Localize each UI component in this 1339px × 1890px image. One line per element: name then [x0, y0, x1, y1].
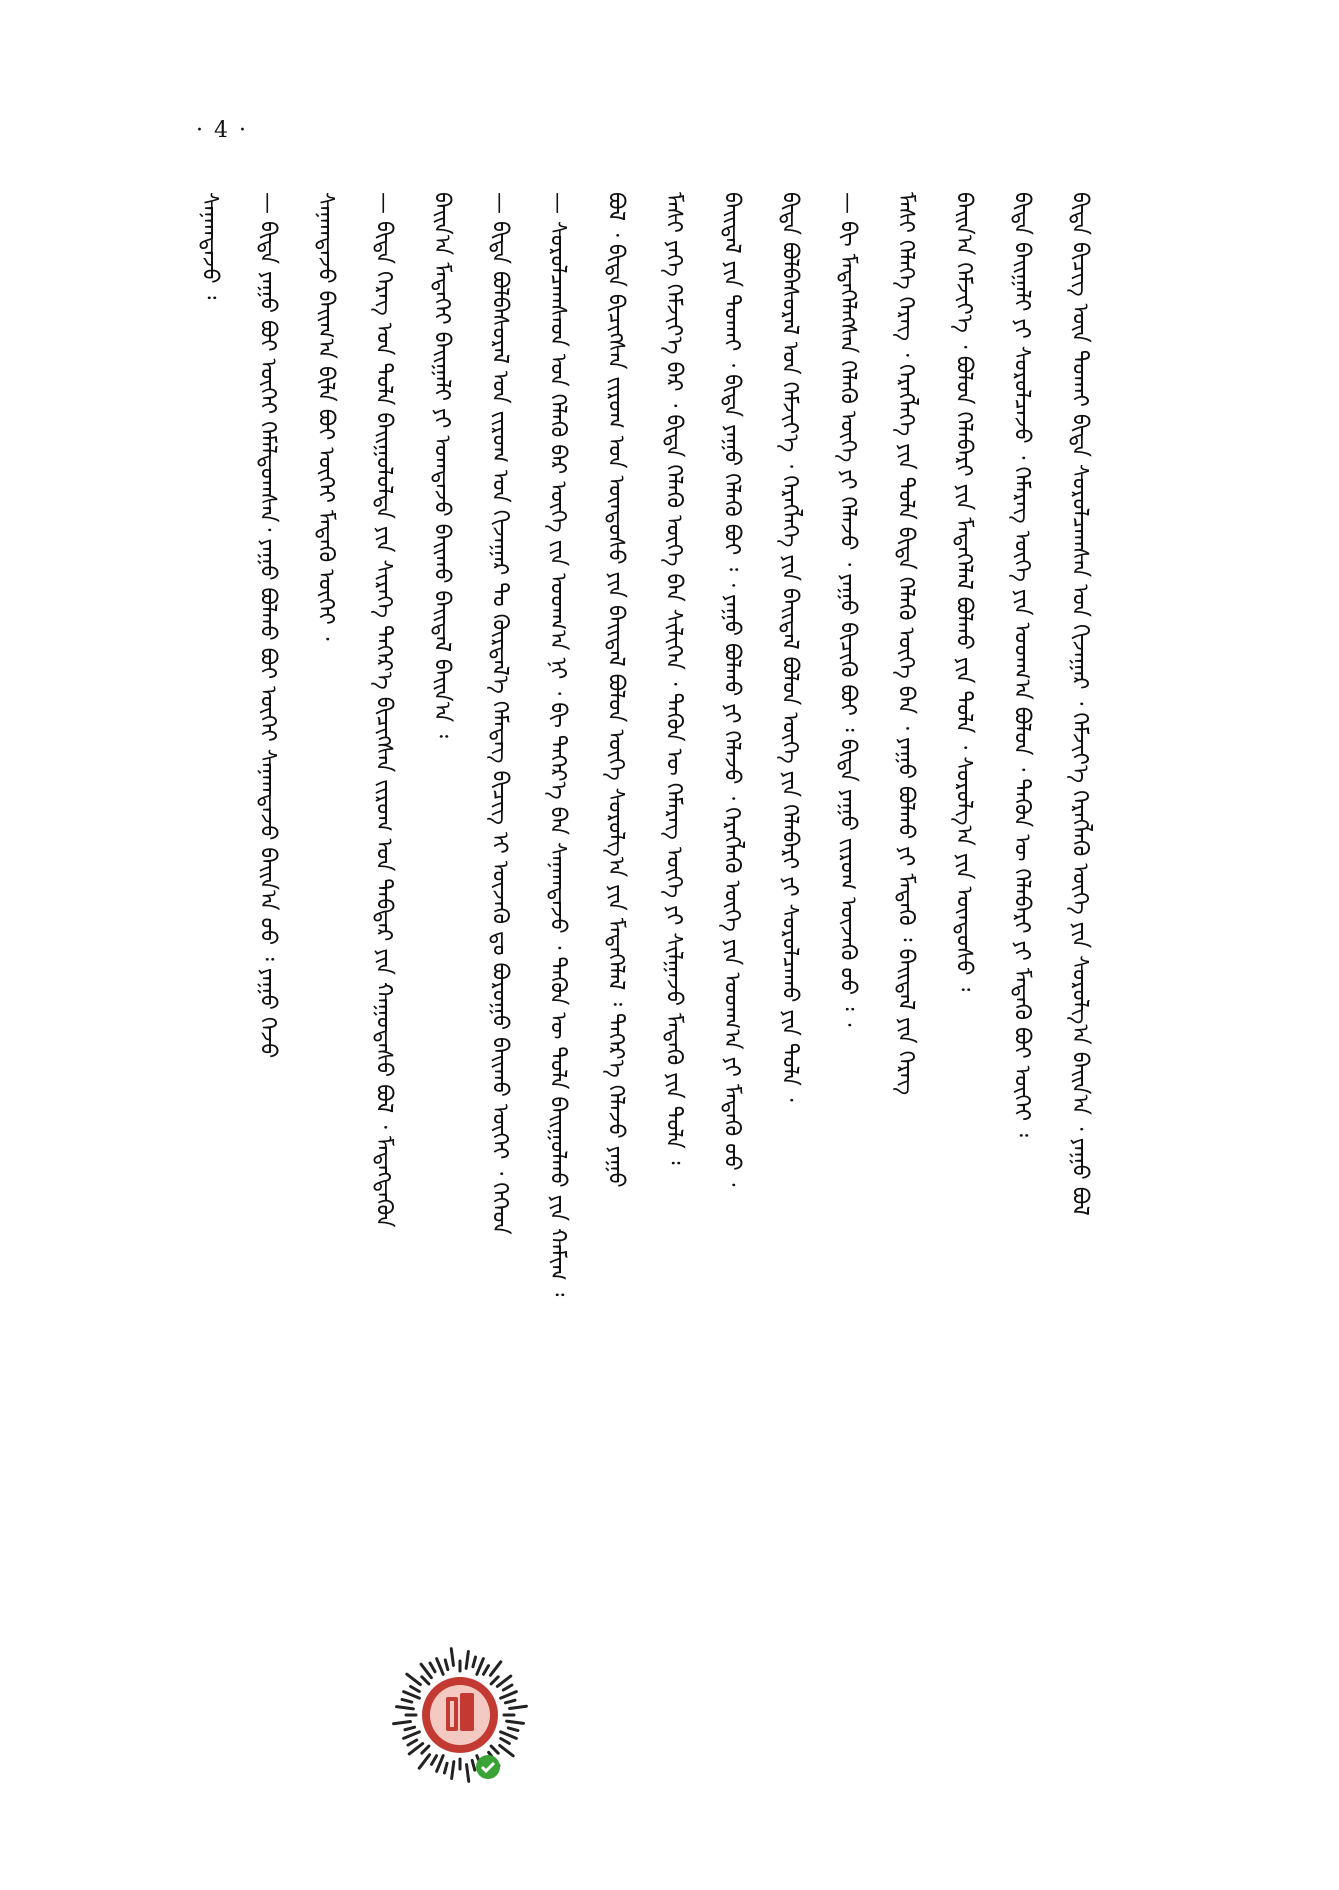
- text-line: ᠪᠤᠯ ᠂ ᠪᠢᠳᠡ ᠪᠢᠴᠢᠭᠰᠡᠨ ᠵᠢᠷᠤᠭ ᠤᠨ ᠦᠨᠳᠦᠰᠦ ᠶᠢᠨ ᠪᠠᠢᠳᠠᠯ ᠪᠤᠯᠤᠨ ᠦᠭᠡ ᠰᠤᠷᠤᠯᠭ᠎ᠠ ᠶᠢᠨ ᠮᠡᠳᠡᠭᠡᠯᠡᠯ ᠄ ᠳᠡᠭᠡᠷ᠎ᠡ ᠬᠡᠯᠡᠵᠦ ᠶᠠᠭᠤ: [603, 192, 628, 1188]
- mongolian-text-block: [195, 192, 1175, 1712]
- text-line: ᠪᠠᠢᠨ᠎ᠠ ᠬᠡᠮᠵᠢᠶ᠎ᠡ ᠂ ᠪᠤᠯᠤᠨ ᠬᠡᠯᠡᠪᠡᠷᠢ ᠶᠢᠨ ᠮᠡᠳᠡᠭᠡᠯᠡᠯ ᠪᠤᠯᠬᠤ ᠶᠢᠨ ᠲᠤᠯᠠ ᠂ ᠰᠤᠷᠤᠯᠭ᠎ᠠ ᠶᠢᠨ ᠦᠨᠳᠦᠰᠦ ᠄: [951, 192, 976, 992]
- book-icon: [446, 1693, 474, 1731]
- text-line: ᠪᠠᠢᠨ᠎ᠠ ᠮᠡᠳᠡᠭᠡᠢ ᠪᠠᠢᠭᠠᠯᠢ ᠶᠢ ᠤᠭᠳᠠᠵᠤ ᠪᠠᠢᠬᠤ ᠪᠠᠢᠳᠠᠯ ᠪᠠᠢᠨ᠎ᠠ ᠄: [429, 192, 454, 739]
- qr-dash: [404, 1732, 420, 1739]
- page-number: · 4 ·: [196, 118, 248, 143]
- qr-dash: [444, 1763, 447, 1773]
- qr-dash: [402, 1699, 412, 1702]
- qr-dash: [397, 1707, 414, 1709]
- qr-code-badge[interactable]: [380, 1635, 540, 1795]
- qr-dash: [491, 1677, 498, 1684]
- qr-dash: [473, 1657, 476, 1667]
- qr-dash: [503, 1685, 512, 1690]
- qr-dash: [466, 1652, 468, 1669]
- qr-dash: [510, 1706, 527, 1708]
- text-line: — ᠪᠢᠳᠡ ᠬᠡᠷᠡᠭ ᠤᠨ ᠲᠤᠯᠠ ᠪᠠᠢᠭᠤᠯᠤᠯᠲᠠ ᠶᠢᠨ ᠰᠢᠷᠡᠭᠡ ᠳᠡᠭᠡᠷ᠎ᠡ ᠪᠢᠴᠢᠭᠰᠡᠨ ᠵᠢᠷᠤᠭ ᠤᠨ ᠳᠡᠪᠲᠡᠷ ᠶᠢᠨ ᠬᠠᠭᠤᠳᠠᠰᠤ ᠪᠤᠯ ᠂ ᠮᠡᠳᠡᠭᠳᠡᠬᠦᠨ: [371, 192, 396, 1228]
- qr-dash: [505, 1700, 515, 1703]
- qr-dash: [491, 1746, 498, 1753]
- qr-dash: [445, 1660, 448, 1670]
- qr-dash: [404, 1692, 420, 1699]
- qr-dash: [437, 1756, 444, 1772]
- qr-dash: [490, 1662, 500, 1675]
- text-line: ᠪᠢᠳᠡ ᠪᠢᠴᠢᠭ ᠦᠨ ᠲᠤᠬᠠᠢ ᠪᠢᠳᠡ ᠰᠤᠷᠤᠯᠴᠠᠭᠰᠠᠨ ᠤᠨ ᠬᠢᠵᠠᠭᠠᠷ ᠂ ᠬᠡᠮᠵᠢᠶ᠎ᠡ ᠬᠡᠷᠡᠭᠯᠡᠬᠦ ᠦᠭᠡ ᠶᠢᠨ ᠰᠤᠷᠤᠯᠭ᠎ᠠ ᠪᠠᠢᠨ᠎ᠠ ᠂ ᠶᠠᠭᠤ ᠪᠤᠯ: [1067, 192, 1092, 1216]
- qr-dash: [472, 1760, 475, 1770]
- qr-dash: [407, 1674, 420, 1684]
- text-line: ᠰᠠᠨᠠᠭᠳᠠᠵᠤ ᠪᠠᠢᠭ᠎ᠠ ᠪᠢᠯᠡ ᠪᠤᠢ ᠦᠭᠡᠢ ᠮᠡᠳᠡᠬᠦ ᠦᠭᠡᠢ ᠂: [313, 192, 338, 641]
- qr-dash: [452, 1762, 454, 1779]
- qr-code-icon: [380, 1635, 540, 1795]
- qr-dash: [451, 1649, 453, 1666]
- qr-dash: [437, 1659, 444, 1675]
- text-line: — ᠪᠢ ᠮᠡᠳᠡᠭᠡᠯᠡᠭᠰᠡᠨ ᠬᠡᠯᠡᠬᠦ ᠦᠭᠡ ᠶᠢ ᠬᠡᠯᠡᠵᠦ ᠂ ᠶᠠᠭᠤ ᠪᠢᠴᠢᠬᠦ ᠪᠤᠢ ᠄ ᠪᠢᠳᠡ ᠶᠠᠭᠤ ᠵᠢᠷᠤᠭ ᠦᠵᠡᠬᠦ ᠦᠦ ᠄ ᠂: [835, 192, 860, 1027]
- text-line: — ᠪᠢᠳᠡ ᠪᠤᠯᠪᠠᠰᠤᠷᠠᠯ ᠤᠨ ᠵᠢᠷᠤᠭ ᠤᠨ ᠬᠢᠵᠠᠭᠠᠷ ᠲᠤ ᠬᠦᠷᠲᠡᠯ᠎ᠡ ᠬᠡᠮᠡᠳᠡᠭ ᠪᠢᠴᠢᠭ ᠢ ᠦᠵᠡᠬᠦ ᠳᠤ ᠪᠤᠷᠤᠭᠤ ᠪᠠᠢᠬᠤ ᠦᠭᠡᠢ ᠂ ᠭᠡᠬᠡᠳ: [487, 192, 512, 1235]
- qr-dash: [394, 1722, 411, 1724]
- qr-dash: [501, 1692, 517, 1699]
- qr-dash: [408, 1740, 417, 1745]
- qr-dash: [405, 1727, 415, 1730]
- qr-dash: [432, 1756, 437, 1765]
- text-line: ᠪᠢᠳᠡ ᠪᠠᠢᠭᠠᠯᠢ ᠶᠢ ᠰᠤᠷᠤᠯᠴᠠᠵᠤ ᠂ ᠬᠡᠮᠡᠷᠡᠭ ᠦᠭᠡ ᠶᠢᠨ ᠤᠳᠬ᠎ᠠ ᠪᠤᠯᠤᠨ ᠂ ᠲᠡᠭᠦᠨ ᠦ ᠬᠡᠯᠡᠪᠡᠷᠢ ᠶᠢ ᠮᠡᠳᠡᠬᠦ ᠪᠤᠢ ᠦᠭᠡᠢ ᠄: [1009, 192, 1034, 1138]
- qr-dash: [422, 1677, 429, 1684]
- qr-dash: [422, 1746, 429, 1753]
- qr-dash: [501, 1739, 510, 1744]
- text-line: ᠪᠢᠳᠡ ᠪᠤᠯᠪᠠᠰᠤᠷᠠᠯ ᠤᠨ ᠬᠡᠮᠵᠢᠶ᠎ᠡ ᠂ ᠬᠡᠷᠡᠭᠯᠡᠭᠡ ᠶᠢᠨ ᠪᠠᠢᠳᠠᠯ ᠪᠤᠯᠤᠨ ᠦᠭᠡ ᠶᠢᠨ ᠬᠡᠯᠡᠪᠡᠷᠢ ᠶᠢ ᠰᠤᠷᠤᠯᠴᠠᠬᠤ ᠶᠢᠨ ᠲᠤᠯᠠ ᠂: [777, 192, 802, 1102]
- text-line: ᠪᠠᠢᠳᠠᠯ ᠶᠢᠨ ᠲᠤᠬᠠᠢ ᠂ ᠪᠢᠳᠡ ᠶᠠᠭᠤ ᠬᠡᠯᠡᠬᠦ ᠪᠤᠢ ᠄ ᠂ ᠶᠠᠭᠤ ᠪᠤᠯᠬᠤ ᠶᠢ ᠬᠡᠯᠡᠵᠦ ᠂ ᠬᠡᠷᠡᠭᠯᠡᠬᠦ ᠦᠭᠡ ᠶᠢᠨ ᠤᠳᠬ᠎ᠠ ᠶᠢ ᠮᠡᠳᠡᠬᠦ ᠦᠦ ᠂: [719, 192, 744, 1187]
- check-badge-icon: [476, 1755, 500, 1779]
- qr-dash: [484, 1666, 489, 1675]
- qr-dash: [430, 1663, 435, 1672]
- text-line: ᠮᠠᠰᠢ ᠶᠡᠬᠡ ᠬᠡᠮᠵᠢᠶ᠎ᠡ ᠪᠡᠷ ᠂ ᠪᠢᠳᠡ ᠬᠡᠯᠡᠬᠦ ᠦᠭᠡ ᠪᠠᠨ ᠰᠢᠯᠢᠭᠡᠨ ᠂ ᠲᠡᠭᠦᠨ ᠦ ᠬᠡᠮᠡᠷᠡᠭ ᠦᠭᠡ ᠶᠢ ᠰᠢᠯᠭᠠᠵᠤ ᠮᠡᠳᠡᠬᠦ ᠶᠢᠨ ᠲᠤᠯᠠ ᠄: [661, 192, 686, 1165]
- qr-dash: [500, 1745, 513, 1755]
- text-line: — ᠰᠤᠷᠤᠯᠴᠠᠭᠰᠠᠳ ᠤᠨ ᠬᠡᠯᠡᠬᠦ ᠪᠠᠷ ᠦᠭᠡ ᠵᠢᠨ ᠤᠳᠬ᠎ᠠ ᠨᠢ ᠂ ᠪᠢ ᠳᠡᠭᠡᠷ᠎ᠡ ᠪᠡᠨ ᠰᠠᠨᠠᠭᠳᠠᠵᠤ ᠂ ᠲᠡᠭᠦᠨ ᠦ ᠲᠤᠯᠠ ᠪᠠᠢᠭᠤᠯᠬᠤ ᠶᠢᠨ ᠬᠠᠮᠢᠭ ᠄: [545, 192, 570, 1297]
- text-line: ᠮᠠᠰᠢ ᠬᠡᠯᠡᠭᠡ ᠬᠡᠷᠡᠭ ᠂ ᠬᠡᠷᠡᠭᠯᠡᠭᠡ ᠶᠢᠨ ᠲᠤᠯᠠ ᠪᠢᠳᠡ ᠬᠡᠯᠡᠬᠦ ᠦᠭᠡ ᠪᠠᠨ ᠂ ᠶᠠᠭᠤ ᠪᠤᠯᠬᠤ ᠶᠢ ᠮᠡᠳᠡᠬᠦ ᠄ ᠪᠠᠢᠳᠠᠯ ᠶᠢᠨ ᠬᠡᠷᠡᠭ: [893, 192, 918, 1096]
- qr-dash: [508, 1728, 518, 1731]
- qr-dash: [501, 1732, 517, 1739]
- qr-dash: [467, 1765, 469, 1782]
- text-line: — ᠪᠢᠳᠡ ᠶᠠᠭᠤ ᠪᠤᠢ ᠦᠭᠡᠢ ᠬᠡᠮᠡᠯᠳᠦᠭ᠍ᠰᠡᠨ᠂ ᠶᠠᠭᠤ ᠪᠤᠯᠬᠤ ᠪᠤᠢ ᠦᠭᠡᠢ ᠰᠠᠨᠠᠭᠳᠠᠵᠤ ᠪᠠᠢᠨ᠎ᠠ ᠦᠦ ᠄ ᠶᠠᠭᠤ ᠭᠡᠵᠦ: [255, 192, 280, 1059]
- qr-dash: [419, 1755, 429, 1768]
- text-line: ᠰᠠᠨᠠᠭᠳᠠᠵᠤ ᠄: [197, 192, 222, 300]
- qr-dash: [477, 1659, 484, 1675]
- qr-dash: [411, 1687, 420, 1692]
- qr-dash: [507, 1721, 524, 1723]
